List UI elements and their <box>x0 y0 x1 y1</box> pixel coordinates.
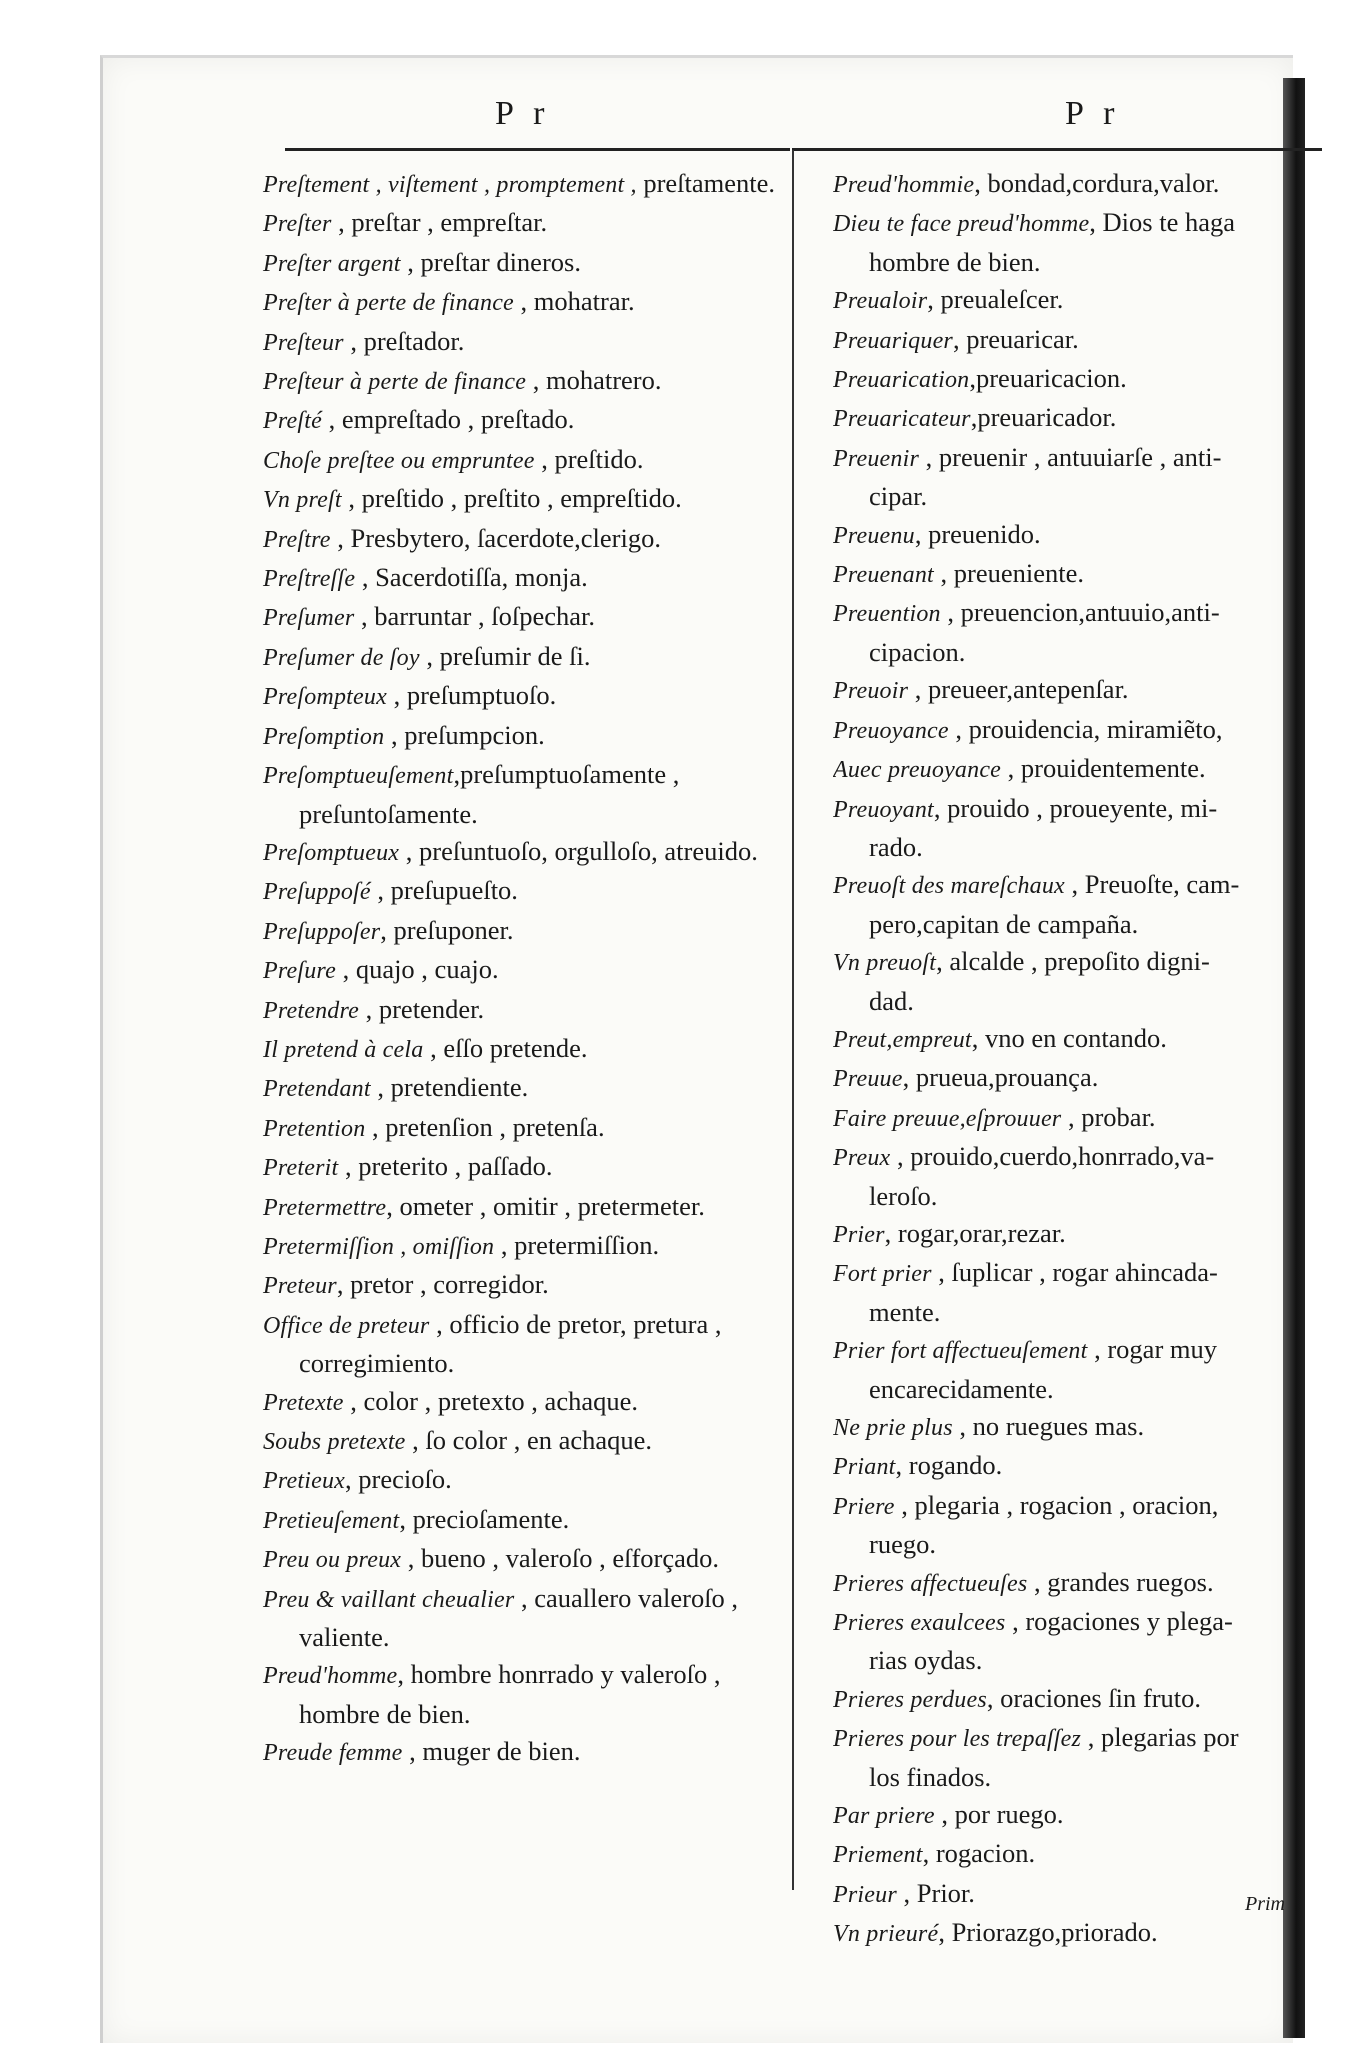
definition: , preſtido , preſtito , empreſtido. <box>341 483 682 514</box>
definition-continuation: mente. <box>869 1296 941 1327</box>
dictionary-entry <box>833 1447 1293 1486</box>
definition: ,preuaricador. <box>970 402 1117 433</box>
dictionary-entry <box>833 360 1293 399</box>
dictionary-entry <box>833 1680 1293 1719</box>
definition: , precioſamente. <box>399 1503 570 1534</box>
headword: Pretieux <box>263 1468 346 1495</box>
dictionary-entry <box>833 1564 1293 1603</box>
headword: Prieres exaulcees <box>833 1610 1006 1637</box>
dictionary-entry <box>263 872 785 911</box>
definition: , prouido,cuerdo,honrrado,va- <box>890 1141 1215 1172</box>
definition: , Sacerdotiſſa, monja. <box>355 562 588 593</box>
definition: , vno en contando. <box>971 1022 1167 1053</box>
headword: Preteur <box>263 1273 337 1300</box>
definition: , prouidencia, miramiẽto, <box>948 713 1223 744</box>
dictionary-entry <box>263 1188 785 1227</box>
headword: Preſuppoſer <box>263 918 381 945</box>
definition: , pretenſion , pretenſa. <box>365 1111 605 1142</box>
headword: Prier fort affectueuſement <box>833 1338 1088 1365</box>
dictionary-entry <box>263 1540 785 1579</box>
headword: Par priere <box>833 1803 935 1830</box>
dictionary-entry <box>833 439 1293 478</box>
definition: , alcalde , prepoſito digni- <box>936 946 1210 977</box>
definition: , no ruegues mas. <box>952 1411 1145 1441</box>
dictionary-entry <box>263 559 785 598</box>
headword: Preſtement , viſtement , promptement , <box>263 172 637 198</box>
headword: Fort prier <box>833 1261 932 1288</box>
definition: , por ruego. <box>934 1799 1064 1830</box>
headword: Prier <box>833 1221 885 1248</box>
definition: , mohatrar. <box>513 286 635 317</box>
definition: , mohatrero. <box>526 365 662 396</box>
definition: ,preſumptuoſamente , preſuntoſamente. <box>299 759 680 829</box>
dictionary-entry <box>263 1266 785 1305</box>
headword: Preſomption <box>263 723 385 750</box>
headword: Preud'homme <box>263 1663 398 1690</box>
headword: Ne prie plus <box>833 1415 953 1441</box>
definition: , preueniente. <box>933 558 1084 589</box>
dictionary-entry <box>833 790 1293 829</box>
left-column <box>263 165 785 1773</box>
headword: Prieres perdues <box>833 1686 987 1713</box>
dictionary-entry <box>263 244 785 283</box>
headword: Vn prieuré <box>833 1921 939 1948</box>
dictionary-entry <box>263 401 785 440</box>
headword: Pretexte <box>263 1389 344 1416</box>
definition: , preſumptuoſo. <box>386 680 557 711</box>
headword: Preualoir <box>833 288 928 315</box>
headword: Pretermiſſion , omiſſion <box>263 1233 495 1260</box>
catchword: Prim <box>1245 1893 1285 1915</box>
headword: Priere <box>833 1493 895 1520</box>
headword: Preſteur à perte de finance <box>263 369 527 396</box>
definition: , preſtador. <box>343 325 465 356</box>
definition: , preſuponer. <box>380 914 514 945</box>
headword: Prieres pour les trepaſſez <box>833 1726 1082 1753</box>
definition-continuation: los finados. <box>869 1761 992 1792</box>
dictionary-entry <box>263 912 785 951</box>
dictionary-entry <box>263 480 785 519</box>
dictionary-entry <box>263 833 785 872</box>
definition: , rogacion. <box>922 1838 1036 1869</box>
headword: Preude femme <box>263 1740 403 1767</box>
headword: Preſter à perte de finance <box>263 290 514 317</box>
dictionary-entry <box>263 717 785 756</box>
headword: Preu ou preux <box>263 1547 402 1574</box>
dictionary-entry <box>833 1331 1293 1370</box>
headword: Pretendre <box>263 997 359 1024</box>
dictionary-entry <box>833 711 1293 750</box>
definition: , plegarias por <box>1081 1722 1239 1753</box>
dictionary-entry <box>833 1059 1293 1098</box>
headword: Preuoyance <box>833 717 949 744</box>
headword: Preuention <box>833 601 941 628</box>
headword: Preuenir <box>833 445 920 472</box>
dictionary-entry <box>263 951 785 990</box>
definition: , preſtar dineros. <box>400 246 581 277</box>
definition: , precioſo. <box>345 1464 452 1495</box>
dictionary-entry <box>263 323 785 362</box>
dictionary-entry <box>833 321 1293 360</box>
dictionary-entry <box>263 1030 785 1069</box>
dictionary-entry <box>263 1656 785 1733</box>
dictionary-entry <box>833 671 1293 710</box>
definition: , grandes ruegos. <box>1027 1566 1214 1597</box>
headword: Faire preuue,eſprouuer <box>833 1105 1062 1132</box>
headword: Priant <box>833 1454 896 1481</box>
dictionary-entry <box>833 866 1293 905</box>
definition: , ometer , omitir , pretermeter. <box>386 1190 705 1221</box>
definition: ,preuaricacion. <box>969 363 1127 394</box>
definition: , pretender. <box>358 993 485 1024</box>
dictionary-entry <box>263 204 785 243</box>
column-divider <box>792 150 794 1890</box>
headword: Pretention <box>263 1115 366 1142</box>
dictionary-entry <box>833 1603 1293 1642</box>
dictionary-entry <box>833 1796 1293 1835</box>
dictionary-entry <box>263 991 785 1030</box>
headword: Preux <box>833 1145 891 1172</box>
dictionary-entry <box>263 283 785 322</box>
dictionary-entry <box>263 1148 785 1187</box>
dictionary-entry <box>833 594 1293 633</box>
definition: , preſuntuoſo, orgulloſo, atreuido. <box>399 835 758 866</box>
definition: , eſſo pretende. <box>423 1032 588 1063</box>
dictionary-entry <box>263 1383 785 1422</box>
headword: Preſter <box>263 211 332 238</box>
headword: Preſuppoſé <box>263 879 371 906</box>
definition-continuation: dad. <box>869 985 914 1016</box>
definition: , preſumir de ſi. <box>419 640 591 671</box>
definition: , muger de bien. <box>402 1736 581 1767</box>
definition-continuation: rado. <box>869 831 923 862</box>
headword: Preuoyant <box>833 796 934 823</box>
dictionary-entry <box>833 1875 1293 1914</box>
definition: , rogar muy <box>1087 1334 1218 1365</box>
dictionary-entry <box>833 1099 1293 1138</box>
running-head-left: P r <box>495 95 551 132</box>
headword: Preſumer <box>263 605 355 632</box>
dictionary-entry <box>263 362 785 401</box>
headword: Preſteur <box>263 329 344 356</box>
definition: , officio de pretor, pretura , corregimiento. <box>299 1308 722 1379</box>
dictionary-entry <box>833 1914 1293 1953</box>
headword: Preu & vaillant cheualier <box>263 1586 515 1613</box>
definition: , Presbytero, ſacerdote,clerigo. <box>330 522 661 553</box>
dictionary-entry <box>263 1227 785 1266</box>
definition: , bondad,cordura,valor. <box>974 168 1220 198</box>
definition-continuation: rias oydas. <box>869 1645 983 1676</box>
headword: Pretieuſement <box>263 1507 400 1534</box>
definition: , preſupueſto. <box>370 875 518 906</box>
headword: Vn preſt <box>263 487 342 514</box>
definition-continuation: pero,capitan de campaña. <box>869 908 1139 939</box>
dictionary-entry <box>833 1254 1293 1293</box>
definition: , Priorazgo,priorado. <box>938 1917 1158 1948</box>
definition: , barruntar , ſoſpechar. <box>354 601 595 632</box>
definition: , preuencion,antuuio,anti- <box>940 597 1220 628</box>
headword: Auec preuoyance <box>833 757 1002 784</box>
headword: Preſomptueux <box>263 839 400 866</box>
dictionary-entry <box>833 1487 1293 1526</box>
dictionary-entry <box>833 943 1293 982</box>
headword: Preuariquer <box>833 327 953 354</box>
dictionary-entry <box>833 1215 1293 1254</box>
definition: , pretor , corregidor. <box>336 1269 549 1300</box>
dictionary-entry <box>833 555 1293 594</box>
headword: Prieur <box>833 1881 897 1908</box>
header-rule-left <box>285 148 790 151</box>
definition: , preterito , paſſado. <box>338 1151 553 1182</box>
headword: Office de preteur <box>263 1312 430 1339</box>
headword: Pretendant <box>263 1076 371 1103</box>
definition-continuation: cipacion. <box>869 636 966 667</box>
dictionary-entry <box>263 1501 785 1540</box>
headword: Preud'hommie <box>833 172 975 198</box>
headword: Preſomptueuſement <box>263 763 454 790</box>
definition: , plegaria , rogacion , oracion, <box>894 1489 1219 1520</box>
dictionary-entry <box>833 281 1293 320</box>
definition: , preueer,antepenſar. <box>908 674 1129 705</box>
dictionary-entry <box>833 750 1293 789</box>
definition: , pretermiſſion. <box>494 1229 660 1260</box>
definition: , ſuplicar , rogar ahincada- <box>931 1257 1218 1288</box>
headword: Preſté <box>263 408 322 435</box>
headword: Pretermettre <box>263 1194 387 1221</box>
definition: , probar. <box>1061 1101 1156 1132</box>
definition: , preſtido. <box>534 443 644 474</box>
definition: , preuaricar. <box>952 323 1079 354</box>
definition: , rogar,orar,rezar. <box>884 1217 1066 1248</box>
dictionary-entry <box>263 677 785 716</box>
definition: , Dios te haga <box>1089 207 1236 238</box>
headword: Vn preuoſt <box>833 950 937 977</box>
headword: Preuaricateur <box>833 406 971 433</box>
definition: , cauallero valeroſo , valiente. <box>299 1582 739 1653</box>
dictionary-entry <box>263 1069 785 1108</box>
dictionary-entry <box>833 1138 1293 1177</box>
dictionary-entry <box>833 516 1293 555</box>
dictionary-entry <box>833 1835 1293 1874</box>
headword: Preterit <box>263 1155 339 1182</box>
headword: Preſompteux <box>263 684 387 711</box>
dictionary-entry <box>833 1020 1293 1059</box>
definition: , prouido , proueyente, mi- <box>933 792 1218 823</box>
definition: , color , pretexto , achaque. <box>343 1385 638 1416</box>
definition-continuation: encarecidamente. <box>869 1373 1054 1404</box>
definition: , hombre honrrado y valeroſo , hombre de bien. <box>299 1659 721 1729</box>
definition: preſtamente. <box>636 168 776 198</box>
headword: Preut,empreut <box>833 1026 972 1053</box>
definition: , preſumpcion. <box>384 719 545 750</box>
definition: , preuenido. <box>914 518 1041 549</box>
dictionary-entry <box>263 1422 785 1461</box>
header-rule-right <box>792 148 1322 151</box>
dictionary-entry <box>833 399 1293 438</box>
dictionary-entry <box>263 1733 785 1772</box>
dictionary-entry <box>833 1719 1293 1758</box>
headword: Preſter argent <box>263 250 401 277</box>
definition-continuation: leroſo. <box>869 1180 938 1211</box>
definition: , ſo color , en achaque. <box>405 1425 653 1455</box>
definition: , rogaciones y plega- <box>1005 1606 1233 1637</box>
dictionary-entry <box>263 520 785 559</box>
definition: , empreſtado , preſtado. <box>321 404 575 435</box>
definition: , Prior. <box>896 1877 975 1908</box>
headword: Preuoſt des mareſchaux <box>833 873 1065 900</box>
dictionary-entry <box>263 441 785 480</box>
dictionary-entry <box>263 756 785 833</box>
headword: Preſure <box>263 958 336 985</box>
definition: , pretendiente. <box>370 1072 529 1103</box>
dictionary-entry <box>833 1408 1293 1447</box>
dictionary-entry <box>833 165 1293 204</box>
definition-continuation: hombre de bien. <box>869 246 1041 277</box>
definition: , rogando. <box>895 1450 1003 1481</box>
dictionary-entry <box>263 1306 785 1383</box>
right-column <box>833 165 1293 1954</box>
definition: , quajo , cuajo. <box>335 954 499 985</box>
headword: Preſtreſſe <box>263 566 356 593</box>
headword: Preuarication <box>833 367 970 394</box>
headword: Preuoir <box>833 678 909 705</box>
headword: Preuue <box>833 1066 903 1093</box>
dictionary-entry <box>263 1580 785 1657</box>
headword: Preſumer de ſoy <box>263 644 420 671</box>
definition: , preſtar , empreſtar. <box>331 207 548 238</box>
definition: , preuenir , antuuiarſe , anti- <box>919 441 1222 472</box>
definition: , prueua,prouança. <box>902 1062 1099 1093</box>
dictionary-entry <box>263 165 785 204</box>
headword: Soubs pretexte <box>263 1429 406 1455</box>
definition: , Preuoſte, cam- <box>1064 869 1240 900</box>
dictionary-entry <box>263 1109 785 1148</box>
headword: Dieu te face preud'homme <box>833 211 1090 238</box>
headword: Choſe preſtee ou empruntee <box>263 447 535 474</box>
headword: Preuenant <box>833 562 934 589</box>
definition: , oraciones ſin fruto. <box>986 1682 1202 1713</box>
definition: , preualeſcer. <box>927 284 1064 315</box>
dictionary-entry <box>263 598 785 637</box>
definition: , prouidentemente. <box>1001 753 1206 784</box>
dictionary-entry <box>263 638 785 677</box>
definition-continuation: ruego. <box>869 1529 936 1560</box>
headword: Preuenu <box>833 522 915 549</box>
definition: , bueno , valeroſo , eſforçado. <box>401 1543 720 1574</box>
definition-continuation: cipar. <box>869 481 928 512</box>
headword: Priement <box>833 1842 923 1869</box>
running-head-right: P r <box>1065 95 1121 132</box>
headword: Il pretend à cela <box>263 1036 424 1063</box>
dictionary-entry <box>263 1461 785 1500</box>
headword: Prieres affectueuſes <box>833 1570 1028 1597</box>
dictionary-entry <box>833 204 1293 243</box>
headword: Preſtre <box>263 526 331 553</box>
